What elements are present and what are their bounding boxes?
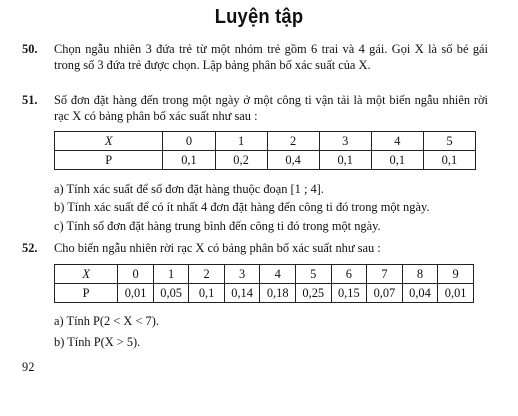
table-cell: 2 (189, 265, 224, 284)
problem-text: Chọn ngẫu nhiên 3 đứa trẻ từ một nhóm trẻ gồm 6 trai và 4 gái. Gọi X là số bé gái trong số 3 đứa trẻ được chọn. Lập bảng phân bố xác suất của X. (54, 42, 488, 72)
problem-number: 51. (22, 93, 38, 107)
page-title: Luyện tập (214, 6, 304, 28)
problem-number: 50. (22, 42, 38, 56)
table-cell: 1 (153, 265, 189, 284)
table-row-p (55, 151, 476, 170)
table-cell: 0,15 (331, 284, 367, 303)
table-cell: 3 (319, 132, 371, 151)
table-cell: 6 (331, 265, 367, 284)
part-51a: a) Tính xác suất để số đơn đặt hàng thuộc đoạn [1 ; 4]. (54, 182, 324, 196)
table-row-p (55, 284, 474, 303)
table-cell: 0,1 (189, 284, 224, 303)
table-cell: 0,1 (163, 151, 215, 170)
table-cell: 9 (438, 265, 474, 284)
row-label-x: X (55, 265, 118, 284)
row-label-p: P (55, 284, 118, 303)
table-cell: 0,07 (367, 284, 403, 303)
table-cell: 0 (118, 265, 154, 284)
table-cell: 0,25 (295, 284, 331, 303)
table-cell: 4 (260, 265, 296, 284)
part-51b: b) Tính xác suất để có ít nhất 4 đơn đặt hàng đến công ti đó trong một ngày. (54, 200, 430, 214)
problem-50 (22, 41, 488, 73)
table-cell: 0,04 (402, 284, 438, 303)
problem-text: Cho biến ngẫu nhiên rời rạc X có bảng phân bố xác suất như sau : (54, 241, 381, 255)
table-cell: 0,1 (371, 151, 423, 170)
table-cell: 0,14 (224, 284, 260, 303)
table-row-x (55, 265, 474, 284)
table-cell: 2 (267, 132, 319, 151)
row-label-x: X (55, 132, 163, 151)
table-cell: 0,01 (118, 284, 154, 303)
table-cell: 7 (367, 265, 403, 284)
page-number: 92 (22, 360, 35, 374)
table-cell: 4 (371, 132, 423, 151)
problem-text: Số đơn đặt hàng đến trong một ngày ở một công ti vận tải là một biến ngẫu nhiên rời rạc X có bảng phân bố xác suất như sau : (54, 93, 488, 123)
table-cell: 8 (402, 265, 438, 284)
table-row-x (55, 132, 476, 151)
table-cell: 3 (224, 265, 260, 284)
problem-52 (22, 240, 488, 256)
table-cell: 0,2 (215, 151, 267, 170)
part-52a: a) Tính P(2 < X < 7). (54, 314, 159, 328)
table-cell: 0,01 (438, 284, 474, 303)
table-cell: 0,1 (319, 151, 371, 170)
problem-51 (22, 92, 488, 124)
distribution-table-52 (54, 264, 474, 303)
distribution-table-51 (54, 131, 476, 170)
part-52b: b) Tính P(X > 5). (54, 335, 141, 349)
table-cell: 0,05 (153, 284, 189, 303)
table-cell: 0,18 (260, 284, 296, 303)
problem-number: 52. (22, 241, 38, 255)
table-cell: 5 (423, 132, 475, 151)
part-51c: c) Tính số đơn đặt hàng trung bình đến công ti đó trong một ngày. (54, 219, 381, 233)
table-cell: 5 (295, 265, 331, 284)
table-cell: 0 (163, 132, 215, 151)
table-cell: 0,1 (423, 151, 475, 170)
table-cell: 1 (215, 132, 267, 151)
row-label-p: P (55, 151, 163, 170)
table-cell: 0,4 (267, 151, 319, 170)
